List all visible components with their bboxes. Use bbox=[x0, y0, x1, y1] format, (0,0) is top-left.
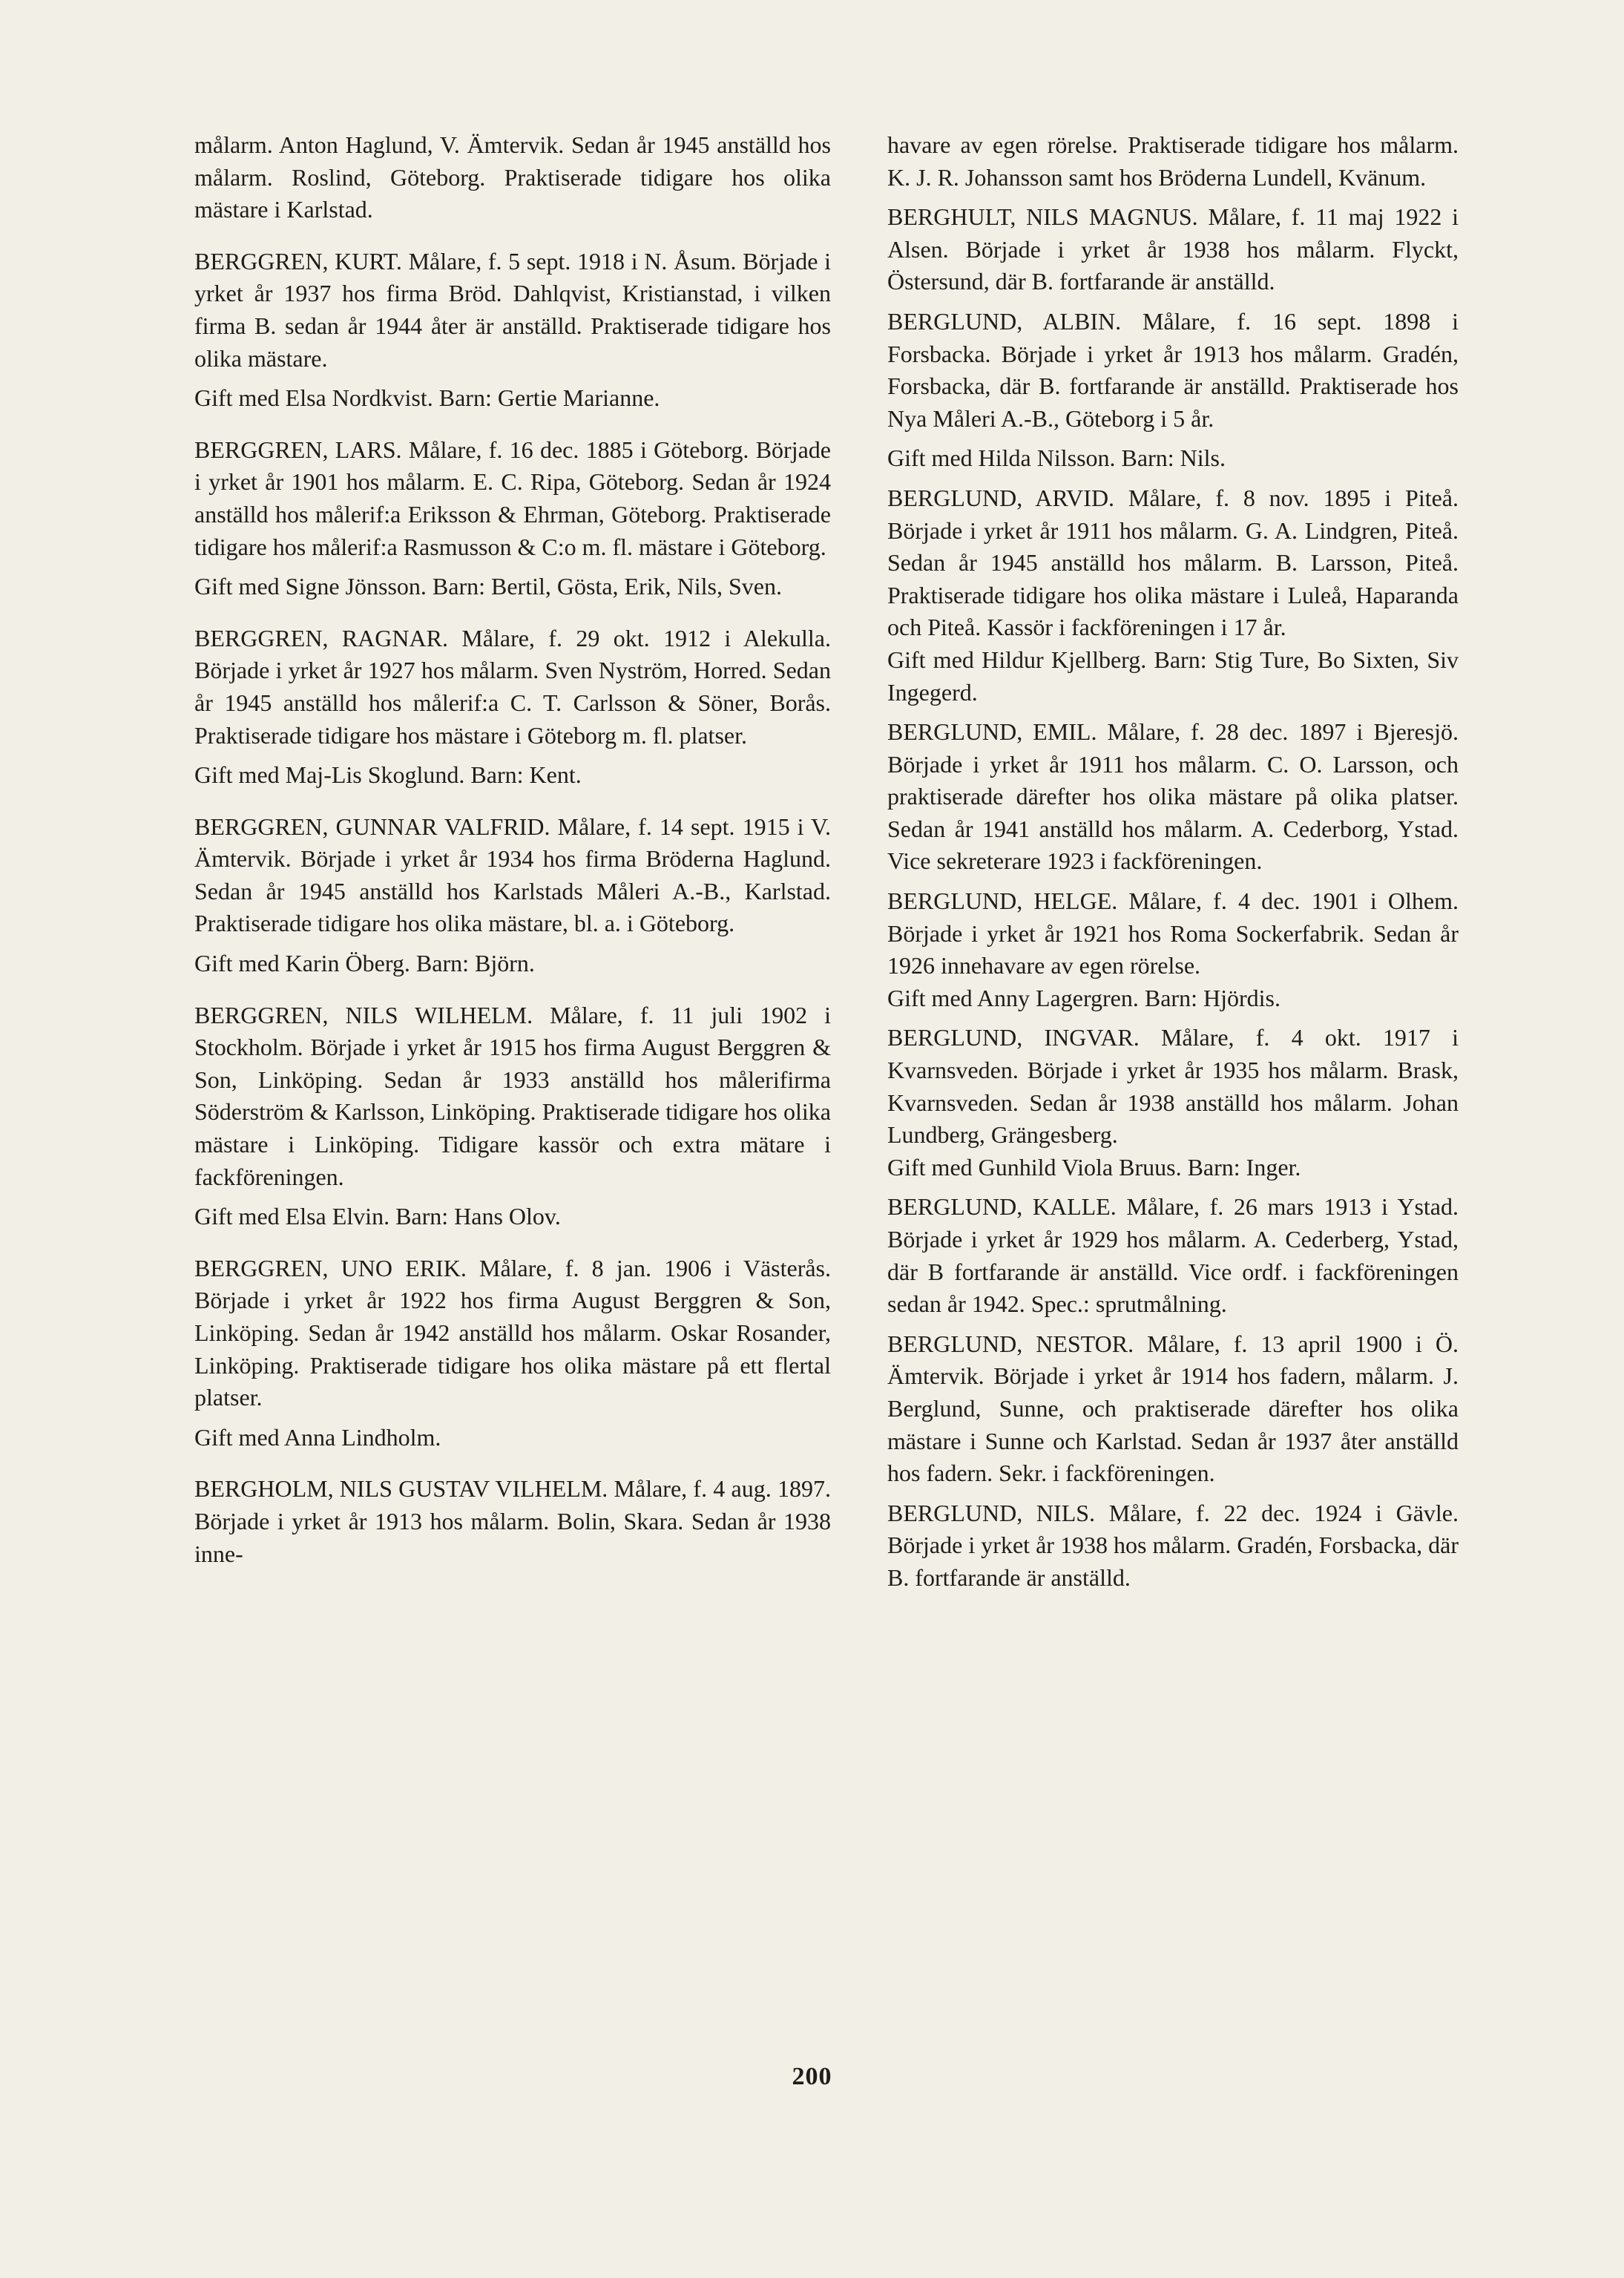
entry-paragraph: Gift med Karin Öberg. Barn: Björn. bbox=[194, 950, 535, 977]
entry-paragraph: Gift med Maj-Lis Skoglund. Barn: Kent. bbox=[194, 761, 582, 789]
entry-paragraph: Gift med Elsa Elvin. Barn: Hans Olov. bbox=[194, 1203, 561, 1230]
right-column bbox=[887, 129, 1459, 1595]
entry-paragraph: BERGGREN, RAGNAR. Målare, f. 29 okt. 1912 i Alekulla. Började i yrket år 1927 hos målarm. Sven Nyström, Horred. Sedan år 1945 anställd hos målerif:a C. T. Carlsson & Söner, Borås. Praktiserade tidigare hos mästare i Göteborg m. fl. platser. bbox=[194, 624, 831, 749]
left-column bbox=[194, 129, 831, 1570]
entry-paragraph: BERGLUND, EMIL. Målare, f. 28 dec. 1897 i Bjeresjö. Började i yrket år 1911 hos målarm. C. O. Larsson, och praktiserade därefter hos olika mästare på olika platser. Sedan år 1941 anställd hos målarm. A. Cederborg, Ystad. Vice sekreterare 1923 i fackföreningen. bbox=[887, 718, 1459, 875]
entry-paragraph: Gift med Gunhild Viola Bruus. Barn: Inger. bbox=[887, 1153, 1301, 1181]
entry-paragraph: målarm. Anton Haglund, V. Ämtervik. Sedan år 1945 anställd hos målarm. Roslind, Göteborg. Praktiserade tidigare hos olika mästare i Karlstad. bbox=[194, 131, 831, 223]
entry-paragraph: BERGGREN, GUNNAR VALFRID. Målare, f. 14 sept. 1915 i V. Ämtervik. Började i yrket år 1934 hos firma Bröderna Haglund. Sedan år 1945 anställd hos Karlstads Måleri A.-B., Karlstad. Praktiserade tidigare hos olika mästare, bl. a. i Göteborg. bbox=[194, 813, 831, 937]
entry-paragraph: BERGLUND, ALBIN. Målare, f. 16 sept. 1898 i Forsbacka. Började i yrket år 1913 hos målarm. Gradén, Forsbacka, där B. fortfarande är anställd. Praktiserade hos Nya Måleri A.-B., Göteborg i 5 år. bbox=[887, 307, 1459, 432]
entry-paragraph: BERGHULT, NILS MAGNUS. Målare, f. 11 maj 1922 i Alsen. Började i yrket år 1938 hos målarm. Flyckt, Östersund, där B. fortfarande är anställd. bbox=[887, 203, 1459, 295]
entry-paragraph: BERGGREN, LARS. Målare, f. 16 dec. 1885 i Göteborg. Började i yrket år 1901 hos målarm. E. C. Ripa, Göteborg. Sedan år 1924 anställd hos målerif:a Eriksson & Ehrman, Göteborg. Praktiserade tidigare hos målerif:a Rasmusson & C:o m. fl. mästare i Göteborg. bbox=[194, 436, 831, 560]
entry-paragraph: BERGLUND, KALLE. Målare, f. 26 mars 1913 i Ystad. Började i yrket år 1929 hos målarm. A. Cederberg, Ystad, där B fortfarande är anställd. Vice ordf. i fackföreningen sedan år 1942. Spec.: sprutmålning. bbox=[887, 1193, 1459, 1318]
entry-paragraph: Gift med Signe Jönsson. Barn: Bertil, Gösta, Erik, Nils, Sven. bbox=[194, 573, 782, 600]
entry-paragraph: Gift med Elsa Nordkvist. Barn: Gertie Marianne. bbox=[194, 384, 660, 412]
entry-paragraph: havare av egen rörelse. Praktiserade tidigare hos målarm. K. J. R. Johansson samt hos Bröderna Lundell, Kvänum. bbox=[887, 131, 1459, 191]
page-number: 200 bbox=[792, 2063, 832, 2090]
entry-paragraph: Gift med Hilda Nilsson. Barn: Nils. bbox=[887, 444, 1226, 472]
entry-paragraph: BERGLUND, HELGE. Målare, f. 4 dec. 1901 i Olhem. Började i yrket år 1921 hos Roma Sockerfabrik. Sedan år 1926 innehavare av egen rörelse. bbox=[887, 887, 1459, 979]
entry-paragraph: BERGLUND, INGVAR. Målare, f. 4 okt. 1917 i Kvarnsveden. Började i yrket år 1935 hos målarm. Brask, Kvarnsveden. Sedan år 1938 anställd hos målarm. Johan Lundberg, Grängesberg. bbox=[887, 1024, 1459, 1149]
entry-paragraph: Gift med Anny Lagergren. Barn: Hjördis. bbox=[887, 984, 1281, 1011]
entry-paragraph: BERGLUND, ARVID. Målare, f. 8 nov. 1895 i Piteå. Började i yrket år 1911 hos målarm. G. A. Lindgren, Piteå. Sedan år 1945 anställd hos målarm. B. Larsson, Piteå. Praktiserade tidigare hos olika mästare i Luleå, Haparanda och Piteå. Kassör i fackföreningen i 17 år. bbox=[887, 484, 1459, 641]
entry-paragraph: BERGGREN, KURT. Målare, f. 5 sept. 1918 i N. Åsum. Började i yrket år 1937 hos firma Bröd. Dahlqvist, Kristianstad, i vilken firma B. sedan år 1944 åter är anställd. Praktiserade tidigare hos olika mästare. bbox=[194, 247, 831, 372]
entry-paragraph: BERGGREN, NILS WILHELM. Målare, f. 11 juli 1902 i Stockholm. Började i yrket år 1915 hos firma August Berggren & Son, Linköping. Sedan år 1933 anställd hos målerifirma Söderström & Karlsson, Linköping. Praktiserade tidigare hos olika mästare i Linköping. Tidigare kassör och extra mätare i fackföreningen. bbox=[194, 1001, 831, 1190]
entry-paragraph: BERGHOLM, NILS GUSTAV VILHELM. Målare, f. 4 aug. 1897. Började i yrket år 1913 hos målarm. Bolin, Skara. Sedan år 1938 inne- bbox=[194, 1475, 831, 1567]
entry-paragraph: BERGGREN, UNO ERIK. Målare, f. 8 jan. 1906 i Västerås. Började i yrket år 1922 hos firma August Berggren & Son, Linköping. Sedan år 1942 anställd hos målarm. Oskar Rosander, Linköping. Praktiserade tidigare hos olika mästare på ett flertal platser. bbox=[194, 1254, 831, 1411]
entry-paragraph: BERGLUND, NESTOR. Målare, f. 13 april 1900 i Ö. Ämtervik. Började i yrket år 1914 hos fadern, målarm. J. Berglund, Sunne, och praktiserade därefter hos olika mästare i Sunne och Karlstad. Sedan år 1937 åter anställd hos fadern. Sekr. i fackföreningen. bbox=[887, 1330, 1459, 1487]
entry-paragraph: Gift med Anna Lindholm. bbox=[194, 1423, 441, 1451]
entry-paragraph: Gift med Hildur Kjellberg. Barn: Stig Ture, Bo Sixten, Siv Ingegerd. bbox=[887, 646, 1459, 706]
entry-paragraph: BERGLUND, NILS. Målare, f. 22 dec. 1924 i Gävle. Började i yrket år 1938 hos målarm. Gradén, Forsbacka, där B. fortfarande är anställd. bbox=[887, 1499, 1459, 1591]
